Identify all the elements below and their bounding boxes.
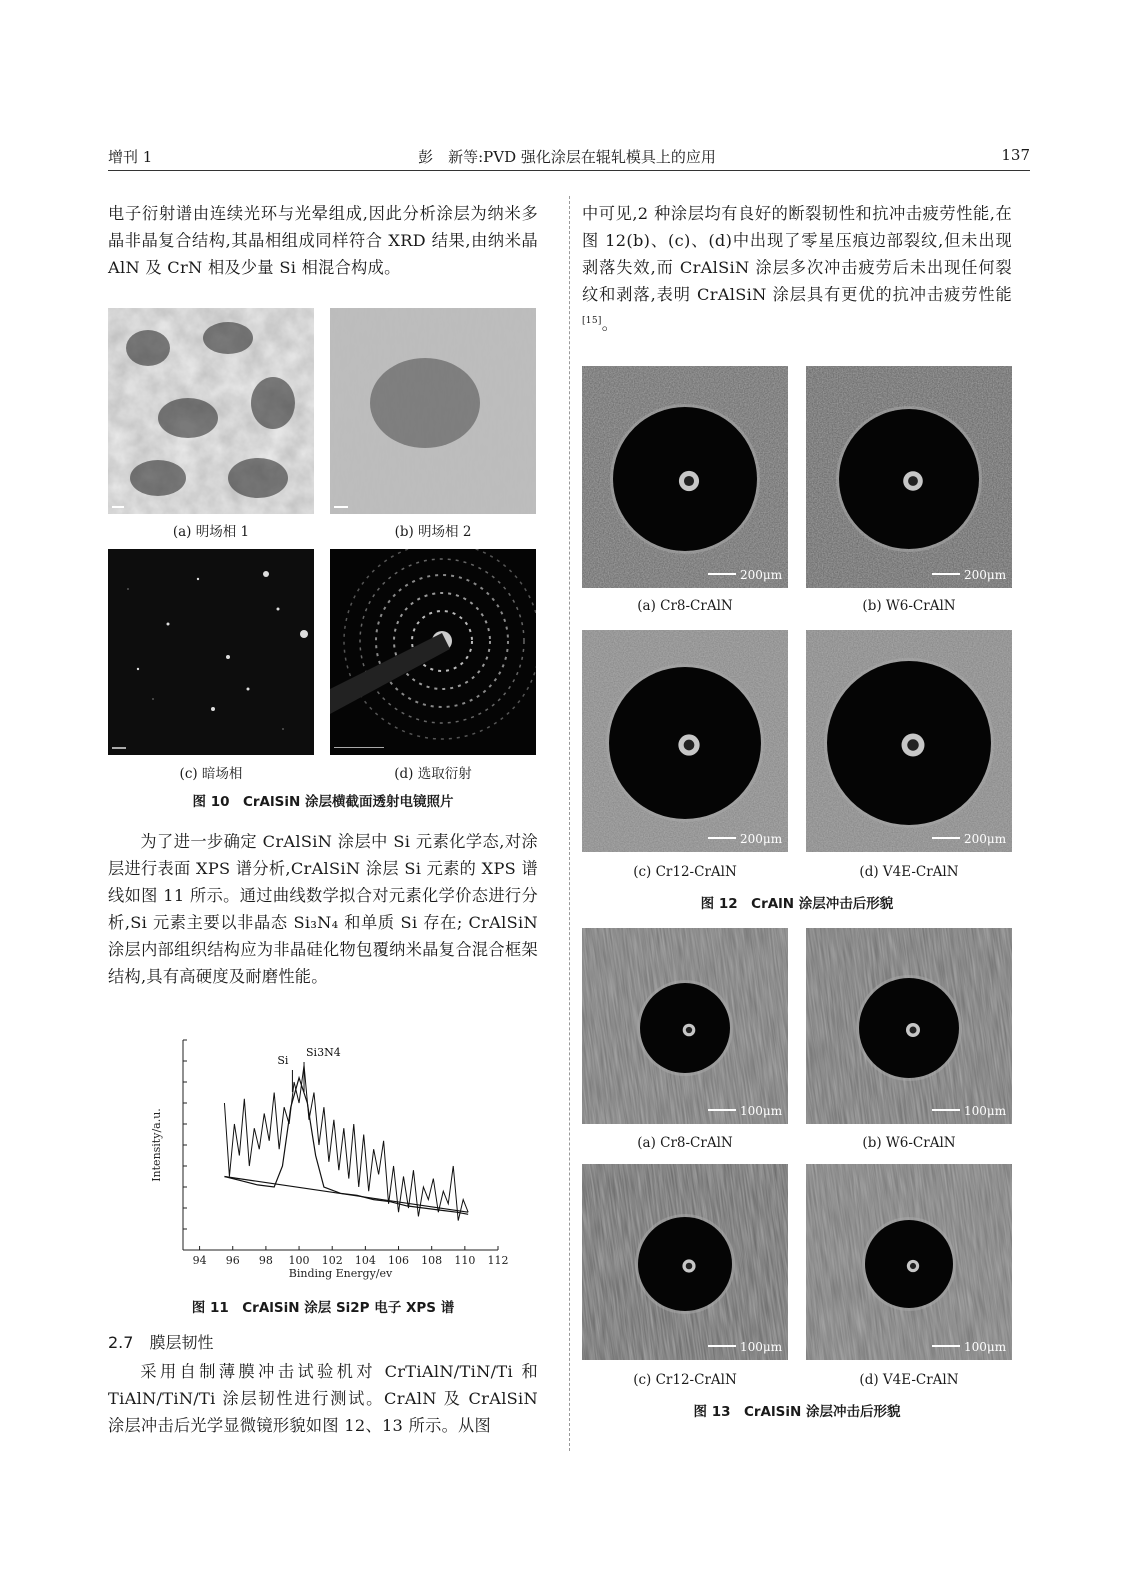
tem-bright-field-2-image xyxy=(330,308,536,514)
running-header-left: 增刊 1 xyxy=(108,148,153,166)
left-paragraph-3: 采用自制薄膜冲击试验机对 CrTiAlN/TiN/Ti 和 TiAlN/TiN/Ti 涂层韧性进行测试。CrAlN 及 CrAlSiN 涂层冲击后光学显微镜形貌如图 12、13 所示。从图 xyxy=(108,1362,538,1435)
fig10-subcaption-b: (b) 明场相 2 xyxy=(394,524,472,540)
x-tick-label: 96 xyxy=(225,1254,240,1267)
left-paragraph-1: 电子衍射谱由连续光环与光晕组成,因此分析涂层为纳米多晶非晶复合结构,其晶相组成同样符合 XRD 结果,由纳米晶 AlN 及 CrN 相及少量 Si 相混合构成。 xyxy=(108,204,538,277)
scale-bar-label: 200μm xyxy=(740,832,783,846)
saed-diffraction-image xyxy=(330,549,536,755)
xps-chart-svg xyxy=(148,1030,518,1280)
y-axis-label: Intensity/a.u. xyxy=(150,1108,163,1182)
fig13-image-a xyxy=(582,928,788,1124)
scale-bar-label: 200μm xyxy=(964,832,1007,846)
citation-ref: [15] xyxy=(582,316,602,326)
x-tick-label: 110 xyxy=(454,1254,476,1267)
series-raw xyxy=(224,1065,468,1220)
fig13-image-c xyxy=(582,1164,788,1360)
fig10-caption: 图 10 CrAlSiN 涂层横截面透射电镜照片 xyxy=(192,794,454,810)
scale-bar-label: 100μm xyxy=(964,1104,1007,1118)
x-tick-label: 106 xyxy=(388,1254,410,1267)
tem-bright-field-1-image xyxy=(108,308,314,514)
fig13-subcaption-d: (d) V4E-CrAlN xyxy=(859,1372,959,1388)
fig12-subcaption-d: (d) V4E-CrAlN xyxy=(859,864,959,880)
x-tick-label: 98 xyxy=(258,1254,273,1267)
xps-series xyxy=(224,1065,468,1220)
fig13-subcaption-b: (b) W6-CrAlN xyxy=(862,1135,956,1151)
x-tick-label: 100 xyxy=(288,1254,310,1267)
x-tick-label: 108 xyxy=(421,1254,443,1267)
scale-bar-label: 100μm xyxy=(740,1340,783,1354)
fig13-subcaption-c: (c) Cr12-CrAlN xyxy=(633,1372,737,1388)
fig12-image-a xyxy=(582,366,788,588)
annotation-label: Si xyxy=(277,1054,289,1067)
page-number: 137 xyxy=(1001,146,1030,164)
running-header-title: 彭 新等:PVD 强化涂层在辊轧模具上的应用 xyxy=(418,148,716,166)
fig13-subcaption-a: (a) Cr8-CrAlN xyxy=(637,1135,733,1151)
x-axis-label: Binding Energy/ev xyxy=(288,1267,393,1280)
x-tick-label: 104 xyxy=(354,1254,376,1267)
fig10-subcaption-c: (c) 暗场相 xyxy=(179,766,243,782)
scale-bar-label: 100μm xyxy=(740,1104,783,1118)
series-background xyxy=(224,1177,468,1213)
section-heading: 2.7 膜层韧性 xyxy=(108,1333,214,1352)
annotation-label: Si3N4 xyxy=(306,1046,341,1059)
x-tick-label: 112 xyxy=(487,1254,509,1267)
xps-ticks xyxy=(150,1108,509,1280)
fig12-image-d xyxy=(806,630,1012,852)
scale-bar-label: 200μm xyxy=(964,568,1007,582)
fig12-image-c xyxy=(582,630,788,852)
fig12-caption: 图 12 CrAlN 涂层冲击后形貌 xyxy=(700,896,894,912)
left-paragraph-2: 为了进一步确定 CrAlSiN 涂层中 Si 元素化学态,对涂层进行表面 XPS 谱分析,CrAlSiN 涂层 Si 元素的 XPS 谱线如图 11 所示。通过曲线数学拟合对元素化学价态进行分析,Si 元素主要以非晶态 Si₃N₄ 和单质 Si 存在; CrAlSiN 涂层内部组织结构应为非晶硅化物包覆纳米晶复合混合框架结构,具有高硬度及耐磨性能。 xyxy=(108,832,538,986)
column-divider xyxy=(569,196,570,1451)
header-rule xyxy=(108,170,1030,171)
fig10-subcaption-a: (a) 明场相 1 xyxy=(172,524,250,540)
x-tick-label: 94 xyxy=(192,1254,207,1267)
fig13-caption: 图 13 CrAlSiN 涂层冲击后形貌 xyxy=(693,1404,901,1420)
fig12-image-b xyxy=(806,366,1012,588)
xps-chart xyxy=(148,1030,518,1280)
right-paragraph-1: 中可见,2 种涂层均有良好的断裂韧性和抗冲击疲劳性能,在图 12(b)、(c)、(d)中出现了零星压痕边部裂纹,但未出现剥落失效,而 CrAlSiN 涂层多次冲击疲劳后未出现任何裂纹和剥落,表明 CrAlSiN 涂层具有更优的抗冲击疲劳性能[15]。 xyxy=(582,204,1012,334)
fig10-subcaption-d: (d) 选取衍射 xyxy=(394,766,472,782)
xps-annotations xyxy=(277,1046,340,1092)
scale-bar-label: 200μm xyxy=(740,568,783,582)
xps-axes xyxy=(183,1040,498,1250)
fig13-image-b xyxy=(806,928,1012,1124)
tem-dark-field-image xyxy=(108,549,314,755)
fig12-subcaption-a: (a) Cr8-CrAlN xyxy=(637,598,733,614)
fig12-subcaption-c: (c) Cr12-CrAlN xyxy=(633,864,737,880)
fig13-image-d xyxy=(806,1164,1012,1360)
fig11-caption: 图 11 CrAlSiN 涂层 Si2P 电子 XPS 谱 xyxy=(191,1300,455,1316)
fig12-subcaption-b: (b) W6-CrAlN xyxy=(862,598,956,614)
scale-bar-label: 100μm xyxy=(964,1340,1007,1354)
x-tick-label: 102 xyxy=(321,1254,343,1267)
